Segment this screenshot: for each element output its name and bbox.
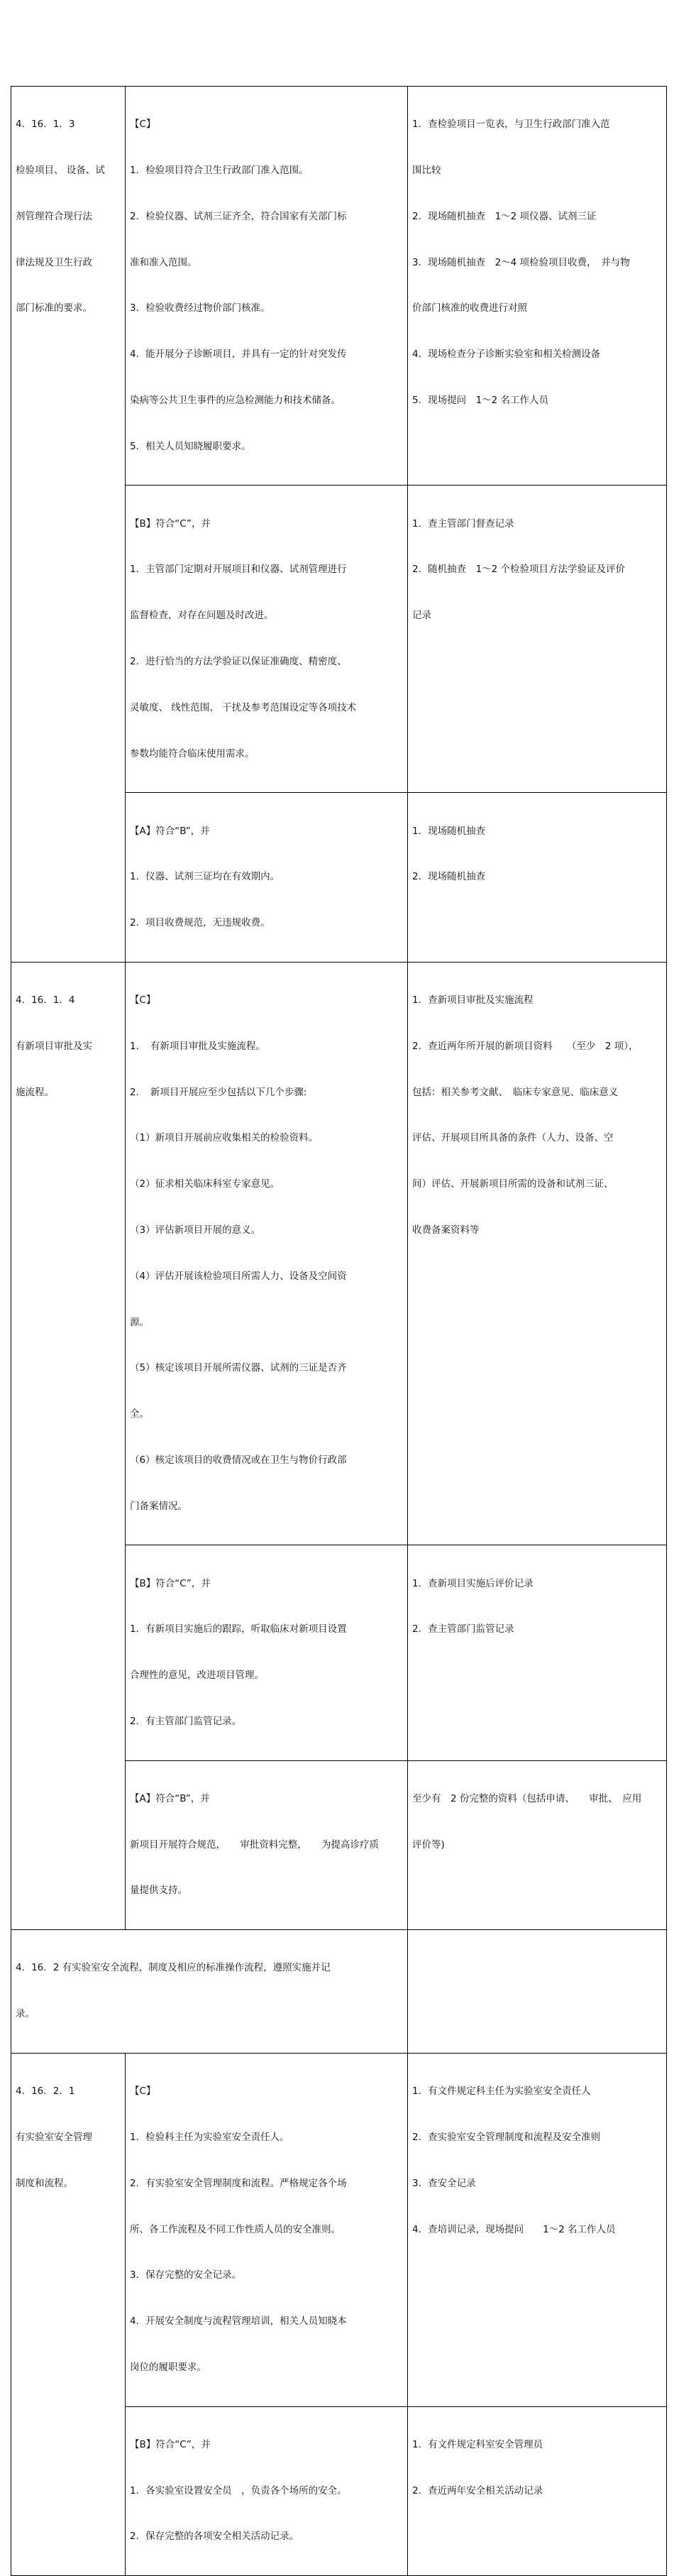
standard-line: 2．项目收费规范，无违规收费。 xyxy=(130,917,270,929)
method-line: 2．查近两年所开展的新项目资料 （至少 2 项）， xyxy=(412,1040,639,1052)
standard-line: 4．能开展分子诊断项目，并具有一定的针对突发传 xyxy=(130,349,347,361)
method-line: 4．查培训记录，现场提问 1～2 名工作人员 xyxy=(412,2223,616,2235)
method-line: 围比较 xyxy=(412,164,441,176)
standard-line: 参数均能符合临床使用需求。 xyxy=(130,747,255,760)
item-number: 4．16．1．3 xyxy=(16,119,75,131)
standard-cell xyxy=(126,87,408,486)
method-line: 2．现场随机抽查 1～2 项仪器、试剂三证 xyxy=(412,210,597,222)
grade-label: 【A】符合“B”，并 xyxy=(130,1792,210,1804)
standard-line: 1．仪器、试剂三证均在有效期内。 xyxy=(130,871,280,883)
standard-line: 1． 有新项目审批及实施流程。 xyxy=(130,1040,265,1052)
item-title: 有新项目审批及实 xyxy=(16,1040,92,1052)
section-line: 录。 xyxy=(16,2008,35,2020)
standard-line: 合理性的意见，改进项目管理。 xyxy=(130,1670,264,1682)
table-row xyxy=(11,2054,667,2407)
standard-line: 全。 xyxy=(130,1408,149,1420)
method-cell xyxy=(408,2406,667,2576)
method-line: 2．随机抽查 1～2 个检验项目方法学验证及评价 xyxy=(412,564,626,576)
section-line: 4．16．2 有实验室安全流程，制度及相应的标准操作流程，遵照实施并记 xyxy=(16,1962,331,1974)
method-line: 1．查新项目实施后评价记录 xyxy=(412,1577,534,1589)
standard-cell xyxy=(126,1545,408,1760)
item-title: 剂管理符合现行法 xyxy=(16,210,92,222)
grade-label: 【B】符合“C”，并 xyxy=(130,517,211,530)
method-line: 评估、开展项目所具备的条件（人力、设备、空 xyxy=(412,1132,614,1144)
method-line: 收费备案资料等 xyxy=(412,1224,480,1236)
table-row xyxy=(11,87,667,486)
method-line: 评价等) xyxy=(412,1838,445,1851)
standard-line: （6）核定该项目的收费情况或在卫生与物价行政部 xyxy=(130,1454,347,1466)
method-line: 1．有文件规定科室安全管理员 xyxy=(412,2438,543,2450)
standard-line: 1．有新项目实施后的跟踪，听取临床对新项目设置 xyxy=(130,1623,347,1635)
standards-table xyxy=(11,86,667,2576)
standard-line: （3）评估新项目开展的意义。 xyxy=(130,1224,261,1236)
method-line: 包括：相关参考文献、 临床专家意见、临床意义 xyxy=(412,1086,619,1098)
standard-line: 灵敏度、 线性范围、 干扰及参考范围设定等各项技术 xyxy=(130,701,357,713)
method-line: 1．查新项目审批及实施流程 xyxy=(412,994,534,1007)
method-line: 3．现场随机抽查 2～4 项检验项目收费， 并与物 xyxy=(412,256,630,268)
standard-cell xyxy=(126,486,408,793)
standard-line: 监督检查，对存在问题及时改进。 xyxy=(130,610,274,622)
standard-line: （4）评估开展该检验项目所需人力、设备及空间资 xyxy=(130,1270,347,1282)
standard-line: 4．开展安全制度与流程管理培训，相关人员知晓本 xyxy=(130,2315,347,2328)
standard-line: 岗位的履职要求。 xyxy=(130,2361,206,2373)
standard-cell xyxy=(126,793,408,963)
section-heading xyxy=(11,1930,408,2054)
standard-line: 1．各实验室设置安全员 ，负责各个场所的安全。 xyxy=(130,2484,347,2496)
grade-label: 【A】符合“B”，并 xyxy=(130,825,210,837)
grade-label: 【B】符合“C”，并 xyxy=(130,2438,211,2450)
item-title: 有实验室安全管理 xyxy=(16,2131,92,2143)
grade-label: 【B】符合“C”，并 xyxy=(130,1577,211,1589)
standard-line: 新项目开展符合规范， 审批资料完整， 为提高诊疗质 xyxy=(130,1838,379,1851)
item-title: 制度和流程。 xyxy=(16,2177,73,2189)
standard-line: 所、各工作流程及不同工作性质人员的安全准则。 xyxy=(130,2223,341,2235)
standard-line: 2．保存完整的各项安全相关活动记录。 xyxy=(130,2531,299,2543)
item-title: 检验项目、 设备、试 xyxy=(16,164,105,176)
standard-line: （1）新项目开展前应收集相关的检验资料。 xyxy=(130,1132,319,1144)
method-line: 记录 xyxy=(412,610,431,622)
standard-line: 准和准入范围。 xyxy=(130,256,197,268)
method-cell xyxy=(408,87,667,486)
standard-line: 2．检验仪器、试剂三证齐全，符合国家有关部门标 xyxy=(130,210,347,222)
item-title: 部门标准的要求。 xyxy=(16,302,92,314)
standard-cell xyxy=(126,2406,408,2576)
item-number: 4．16．2．1 xyxy=(16,2086,75,2098)
method-line: 1．查检验项目一览表，与卫生行政部门准入范 xyxy=(412,119,610,131)
section-row xyxy=(11,1930,667,2054)
method-cell xyxy=(408,2054,667,2407)
standard-cell xyxy=(126,962,408,1545)
standard-line: （5）核定该项目开展所需仪器、试剂的三证是否齐 xyxy=(130,1362,347,1374)
standard-line: 5．相关人员知晓履职要求。 xyxy=(130,440,251,452)
method-cell xyxy=(408,1545,667,1760)
standard-line: 2．进行恰当的方法学验证以保证准确度、精密度、 xyxy=(130,655,347,667)
standard-line: 3．检验收费经过物价部门核准。 xyxy=(130,302,270,314)
standard-line: 1．检验科主任为实验室安全责任人。 xyxy=(130,2131,289,2143)
standard-line: （2）征求相关临床科室专家意见。 xyxy=(130,1178,280,1190)
item-number: 4．16．1．4 xyxy=(16,994,75,1007)
item-cell xyxy=(11,962,126,1929)
standard-cell xyxy=(126,1760,408,1930)
method-cell xyxy=(408,962,667,1545)
standard-cell xyxy=(126,2054,408,2407)
method-line: 价部门核准的收费进行对照 xyxy=(412,302,527,314)
method-cell xyxy=(408,793,667,963)
standard-line: 量提供支持。 xyxy=(130,1885,187,1897)
method-line: 2．查近两年安全相关活动记录 xyxy=(412,2484,543,2496)
method-line: 1．查主管部门督查记录 xyxy=(412,517,514,530)
table-row xyxy=(11,962,667,1545)
standard-line: 2． 新项目开展应至少包括以下几个步骤: xyxy=(130,1086,307,1098)
standard-line: 2．有主管部门监管记录。 xyxy=(130,1715,242,1727)
method-line: 2．查主管部门监管记录 xyxy=(412,1623,514,1635)
standard-line: 门备案情况。 xyxy=(130,1500,187,1512)
method-cell xyxy=(408,1760,667,1930)
grade-label: 【C】 xyxy=(130,119,156,131)
item-cell xyxy=(11,2054,126,2576)
grade-label: 【C】 xyxy=(130,994,156,1007)
method-line: 2．现场随机抽查 xyxy=(412,871,486,883)
grade-label: 【C】 xyxy=(130,2086,156,2098)
method-cell xyxy=(408,486,667,793)
method-line: 2．查实验室安全管理制度和流程及安全准则 xyxy=(412,2131,601,2143)
method-line: 1．有文件规定科主任为实验室安全责任人 xyxy=(412,2086,591,2098)
method-line: 间）评估、开展新项目所需的设备和试剂三证、 xyxy=(412,1178,614,1190)
standard-line: 染病等公共卫生事件的应急检测能力和技术储备。 xyxy=(130,394,341,406)
method-line: 1．现场随机抽查 xyxy=(412,825,486,837)
method-line: 3．查安全记录 xyxy=(412,2177,476,2189)
method-line: 至少有 2 份完整的资料（包括申请、 审批、 应用 xyxy=(412,1792,642,1804)
standard-line: 2．有实验室安全管理制度和流程。严格规定各个场 xyxy=(130,2177,347,2189)
method-line: 5．现场提问 1～2 名工作人员 xyxy=(412,394,549,406)
item-title: 施流程。 xyxy=(16,1086,54,1098)
standard-line: 源。 xyxy=(130,1316,149,1328)
standard-line: 1．主管部门定期对开展项目和仪器、试剂管理进行 xyxy=(130,564,347,576)
standard-line: 1．检验项目符合卫生行政部门准入范围。 xyxy=(130,164,309,176)
item-title: 律法规及卫生行政 xyxy=(16,256,92,268)
standard-line: 3．保存完整的安全记录。 xyxy=(130,2269,242,2281)
method-line: 4．现场检查分子诊断实验室和相关检测设备 xyxy=(412,349,601,361)
item-cell xyxy=(11,87,126,963)
empty-cell xyxy=(408,1930,667,2054)
